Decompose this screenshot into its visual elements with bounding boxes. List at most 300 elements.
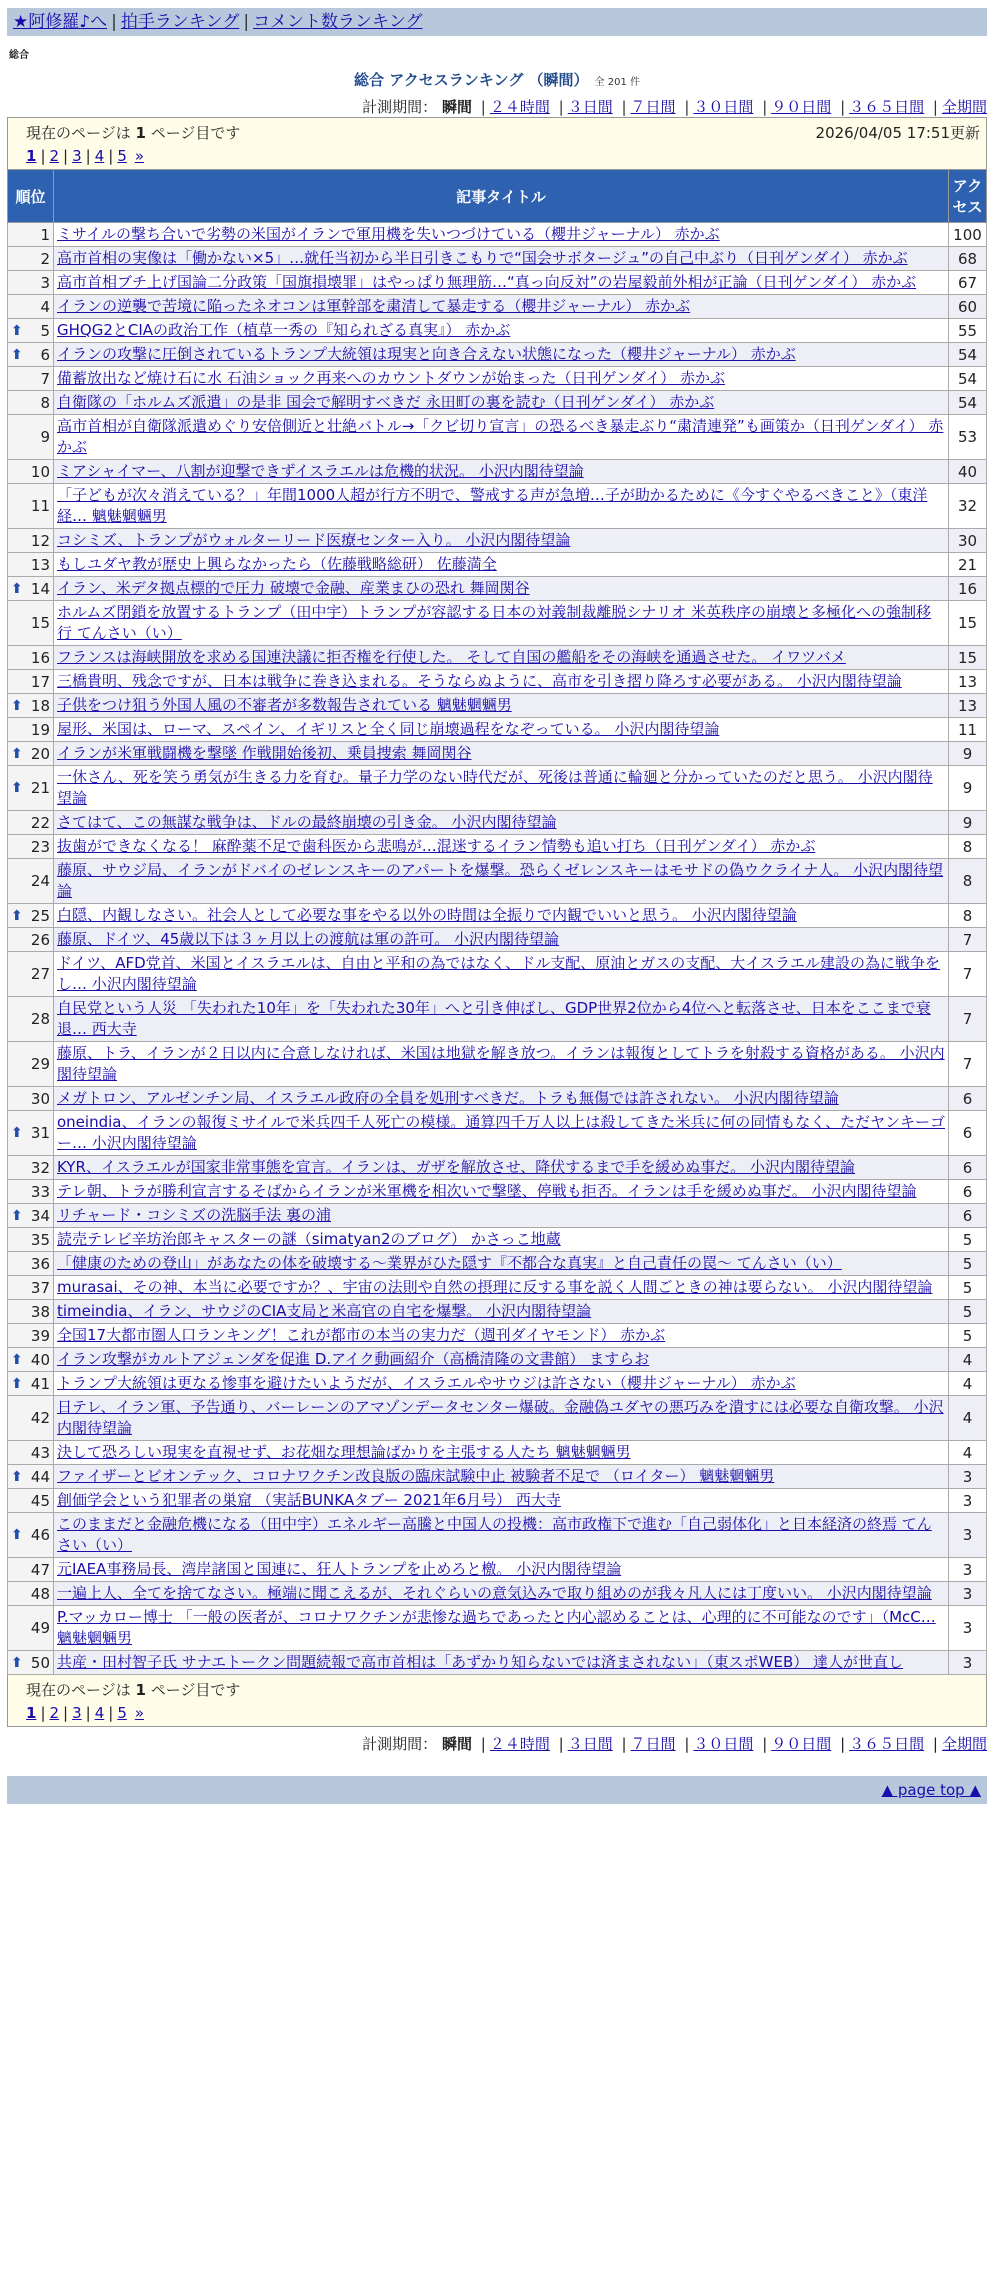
- title-cell: [54, 997, 949, 1042]
- category-label: 総合: [9, 50, 29, 61]
- article-link[interactable]: 決して恐ろしい現実を直視せず、お花畑な理想論ばかりを主張する人たち 魑魅魍魎男: [57, 1443, 631, 1461]
- article-link[interactable]: テレ朝、トラが勝利宣言するそばからイランが米軍機を相次いで撃墜、停戦も拒否。イランは手を緩めぬ事だ。 小沢内閣待望論: [57, 1182, 917, 1200]
- access-count: 54: [948, 367, 986, 391]
- rank-number: 40: [30, 1350, 50, 1369]
- article-link[interactable]: 自衛隊の「ホルムズ派遣」の是非 国会で解明すべきだ 永田町の裏を読む（日刊ゲンダイ） 赤かぶ: [57, 393, 715, 411]
- rank-cell: [8, 904, 54, 928]
- table-row: [8, 859, 987, 904]
- title-cell: [54, 601, 949, 646]
- title-cell: [54, 1606, 949, 1651]
- title-cell: [54, 1651, 949, 1675]
- title-cell: [54, 1489, 949, 1513]
- ranking-table: [7, 117, 987, 1727]
- access-count: 8: [948, 859, 986, 904]
- article-link[interactable]: 白隠、内観しなさい。社会人として必要な事をやる以外の時間は全振りで内観でいいと思う。 小沢内閣待望論: [57, 906, 797, 924]
- page-links-bottom: 1 | 2 | 3 | 4 | 5 »: [26, 1704, 145, 1722]
- table-row: [8, 835, 987, 859]
- rank-cell: [8, 694, 54, 718]
- page-link-1[interactable]: 1: [26, 147, 37, 165]
- rank-number: 11: [30, 497, 50, 515]
- article-link[interactable]: フランスは海峡開放を求める国連決議に拒否権を行使した。 そして自国の艦船をその海峡を通過させた。 イワツバメ: [57, 648, 846, 666]
- access-count: 6: [948, 1180, 986, 1204]
- rank-cell: [8, 1324, 54, 1348]
- article-link[interactable]: 全国17大都市圏人口ランキング！これが都市の本当の実力だ（週刊ダイヤモンド） 赤かぶ: [57, 1326, 666, 1344]
- rank-number: 2: [40, 249, 50, 268]
- table-row: [8, 1558, 987, 1582]
- table-row: [8, 415, 987, 460]
- title-cell: [54, 1228, 949, 1252]
- article-link[interactable]: ファイザーとビオンテック、コロナワクチン改良版の臨床試験中止 被験者不足で （ロイター） 魑魅魍魎男: [57, 1467, 775, 1485]
- article-link[interactable]: 子供をつけ狙う外国人風の不審者が多数報告されている 魑魅魍魎男: [57, 696, 512, 714]
- rank-cell: [8, 247, 54, 271]
- rank-up-arrow-icon: ⬆: [11, 1375, 23, 1392]
- page-link-5-bottom[interactable]: 5: [117, 1704, 127, 1722]
- rank-number: 3: [40, 273, 50, 292]
- table-header-row: [8, 170, 987, 223]
- rank-number: 50: [30, 1653, 50, 1672]
- title-cell: [54, 1300, 949, 1324]
- period-link-90d-bottom[interactable]: ９０日間: [771, 1735, 832, 1753]
- access-count: 3: [948, 1489, 986, 1513]
- access-count: 30: [948, 529, 986, 553]
- rank-cell: [8, 742, 54, 766]
- table-row: [8, 1441, 987, 1465]
- title-cell: [54, 247, 949, 271]
- access-count: 67: [948, 271, 986, 295]
- title-cell: [54, 670, 949, 694]
- rank-up-arrow-icon: ⬆: [11, 1527, 23, 1543]
- ranking-rows: [8, 223, 987, 1675]
- title-cell: [54, 1087, 949, 1111]
- table-row: [8, 904, 987, 928]
- article-link[interactable]: イランの逆襲で苦境に陥ったネオコンは軍幹部を粛清して暴走する（櫻井ジャーナル） 赤かぶ: [57, 297, 691, 315]
- article-link[interactable]: コシミズ、トランプがウォルターリード医療センター入り。 小沢内閣待望論: [57, 531, 571, 549]
- period-current: 瞬間: [441, 98, 472, 116]
- rank-number: 9: [40, 428, 50, 446]
- table-row: [8, 1042, 987, 1087]
- title-cell: [54, 1513, 949, 1558]
- rank-cell: [8, 1204, 54, 1228]
- access-count: 9: [948, 811, 986, 835]
- rank-cell: [8, 1042, 54, 1087]
- article-link[interactable]: oneindia、イランの報復ミサイルで米兵四千人死亡の模様。通算四千万人以上は殺してきた米兵に何の同情もなく、ただヤンキーゴー… 小沢内閣待望論: [57, 1113, 945, 1152]
- access-count: 54: [948, 391, 986, 415]
- period-link-3d-bottom[interactable]: ３日間: [567, 1735, 613, 1753]
- article-link[interactable]: 一遍上人、全てを捨てなさい。極端に聞こえるが、それぐらいの意気込みで取り組めのが我々凡人には丁度いい。 小沢内閣待望論: [57, 1584, 932, 1602]
- article-link[interactable]: 元IAEA事務局長、湾岸諸国と国連に、狂人トランプを止めろと檄。 小沢内閣待望論: [57, 1560, 622, 1578]
- access-count: 21: [948, 553, 986, 577]
- rank-number: 33: [30, 1182, 50, 1201]
- rank-number: 13: [30, 555, 50, 574]
- rank-up-arrow-icon: ⬆: [11, 745, 23, 762]
- title-cell: [54, 223, 949, 247]
- period-label: 計測期間：: [362, 98, 438, 116]
- table-row: [8, 766, 987, 811]
- rank-up-arrow-icon: ⬆: [11, 780, 23, 796]
- title-cell: [54, 295, 949, 319]
- pager-bottom: [8, 1675, 987, 1727]
- table-row: [8, 1252, 987, 1276]
- period-link-all-bottom[interactable]: 全期間: [941, 1735, 987, 1753]
- title-cell: [54, 1042, 949, 1087]
- article-link[interactable]: トランプ大統領は更なる惨事を避けたいようだが、イスラエルやサウジは許さない（櫻井ジャーナル） 赤かぶ: [57, 1374, 796, 1392]
- article-link[interactable]: 高市首相が自衛隊派遣めぐり安倍側近と壮絶バトル→「クビ切り宣言」の恐るべき暴走ぶり“粛清連発”も画策か（日刊ゲンダイ） 赤かぶ: [57, 417, 944, 456]
- period-selector-bottom: 計測期間： 瞬間 | ２４時間 | ３日間 | ７日間 | ３０日間 | ９０日間 | ３６５日間 | 全期間: [362, 1735, 987, 1753]
- rank-cell: [8, 1300, 54, 1324]
- table-row: [8, 295, 987, 319]
- rank-number: 25: [30, 906, 50, 925]
- rank-up-arrow-icon: ⬆: [11, 346, 23, 363]
- rank-number: 43: [30, 1443, 50, 1462]
- article-link[interactable]: ミサイルの撃ち合いで劣勢の米国がイランで軍用機を失いつづけている（櫻井ジャーナル） 赤かぶ: [57, 225, 720, 243]
- table-row: [8, 1465, 987, 1489]
- article-link[interactable]: ドイツ、AFD党首、米国とイスラエルは、自由と平和の為ではなく、ドル支配、原油とガスの支配、大イスラエル建設の為に戦争をし… 小沢内閣待望論: [57, 954, 941, 993]
- access-count: 7: [948, 997, 986, 1042]
- title-cell: [54, 460, 949, 484]
- access-count: 3: [948, 1606, 986, 1651]
- article-link[interactable]: イラン、米デタ拠点標的で圧力 破壊で金融、産業まひの恐れ 舞岡関谷: [57, 579, 530, 597]
- access-count: 6: [948, 1111, 986, 1156]
- table-row: [8, 1204, 987, 1228]
- title-cell: [54, 835, 949, 859]
- rank-number: 41: [30, 1374, 50, 1393]
- updated-time: 2026/04/05 17:51更新: [815, 124, 980, 142]
- rank-number: 17: [30, 672, 50, 691]
- article-link[interactable]: 高市首相の実像は「働かない×5」…就任当初から半日引きこもりで“国会サボタージュ”の自己中ぶり（日刊ゲンダイ） 赤かぶ: [57, 249, 908, 267]
- page-link-2-bottom[interactable]: 2: [49, 1704, 60, 1722]
- article-link[interactable]: P.マッカロー博士 「一般の医者が、コロナワクチンが悲惨な過ちであったと内心認めることは、心理的に不可能なのです」（McC… 魑魅魍魎男: [57, 1608, 936, 1647]
- table-row: [8, 553, 987, 577]
- rank-number: 47: [30, 1560, 50, 1579]
- page-link-3[interactable]: 3: [72, 147, 82, 165]
- page-link-4[interactable]: 4: [94, 147, 105, 165]
- article-link[interactable]: 屋形、米国は、ローマ、スペイン、イギリスと全く同じ崩壊過程をなぞっている。 小沢内閣待望論: [57, 720, 720, 738]
- rank-cell: [8, 1465, 54, 1489]
- access-count: 5: [948, 1300, 986, 1324]
- table-row: [8, 1276, 987, 1300]
- table-row: [8, 1651, 987, 1675]
- access-count: 6: [948, 1156, 986, 1180]
- period-link-90d[interactable]: ９０日間: [771, 98, 832, 116]
- rank-number: 22: [30, 813, 50, 832]
- access-count: 60: [948, 295, 986, 319]
- title-cell: [54, 1111, 949, 1156]
- rank-cell: [8, 1252, 54, 1276]
- article-link[interactable]: ミアシャイマー、八割が迎撃できずイスラエルは危機的状況。 小沢内閣待望論: [57, 462, 584, 480]
- title-cell: [54, 271, 949, 295]
- access-count: 54: [948, 343, 986, 367]
- rank-cell: [8, 295, 54, 319]
- page-link-next-bottom[interactable]: »: [134, 1704, 145, 1722]
- title-cell: [54, 646, 949, 670]
- rank-cell: [8, 811, 54, 835]
- access-count: 6: [948, 1087, 986, 1111]
- title-cell: [54, 766, 949, 811]
- table-row: [8, 1606, 987, 1651]
- article-link[interactable]: 藤原、サウジ局、イランがドバイのゼレンスキーのアパートを爆撃。恐らくゼレンスキーはモサドの偽ウクライナ人。 小沢内閣待望論: [57, 861, 944, 900]
- title-cell: [54, 694, 949, 718]
- article-link[interactable]: 一休さん、死を笑う勇気が生きる力を育む。量子力学のない時代だが、死後は普通に輪廻と分かっていたのだと思う。 小沢内閣待望論: [57, 768, 933, 807]
- period-link-30d[interactable]: ３０日間: [693, 98, 754, 116]
- access-count: 4: [948, 1396, 986, 1441]
- rank-cell: [8, 601, 54, 646]
- rank-number: 39: [30, 1326, 50, 1345]
- article-link[interactable]: 高市首相ブチ上げ国論二分政策「国旗損壊罪」はやっぱり無理筋…“真っ向反対”の岩屋毅前外相が正論（日刊ゲンダイ） 赤かぶ: [57, 273, 917, 291]
- rank-number: 4: [40, 297, 50, 316]
- title-cell: [54, 1396, 949, 1441]
- rank-number: 24: [30, 872, 50, 890]
- rank-number: 45: [30, 1491, 50, 1510]
- period-link-7d[interactable]: ７日間: [630, 98, 676, 116]
- table-row: [8, 718, 987, 742]
- article-link[interactable]: このままだと金融危機になる（田中宇）エネルギー高騰と中国人の投機：高市政権下で進む「自己弱体化」と日本経済の終焉 てんさい（い）: [57, 1515, 932, 1554]
- rank-number: 23: [30, 837, 50, 856]
- title-cell: [54, 415, 949, 460]
- title-cell: [54, 1372, 949, 1396]
- access-count: 3: [948, 1651, 986, 1675]
- access-count: 5: [948, 1252, 986, 1276]
- rank-number: 32: [30, 1158, 50, 1177]
- rank-number: 12: [30, 531, 50, 550]
- article-link[interactable]: 日テレ、イラン軍、予告通り、バーレーンのアマゾンデータセンター爆破。金融偽ユダヤの悪巧みを潰すには必要な自衛攻撃。 小沢内閣待望論: [57, 1398, 944, 1437]
- article-link[interactable]: イランが米軍戦闘機を撃墜 作戦開始後初、乗員捜索 舞岡関谷: [57, 744, 472, 762]
- access-count: 8: [948, 835, 986, 859]
- rank-number: 37: [30, 1278, 50, 1297]
- table-row: [8, 742, 987, 766]
- article-link[interactable]: イランの攻撃に圧倒されているトランプ大統領は現実と向き合えない状態になった（櫻井ジャーナル） 赤かぶ: [57, 345, 796, 363]
- period-link-30d-bottom[interactable]: ３０日間: [693, 1735, 754, 1753]
- rank-number: 42: [30, 1409, 50, 1427]
- current-page-info-bottom: 現在のページは 1 ページ目です: [26, 1681, 241, 1699]
- title-cell: [54, 319, 949, 343]
- title-cell: [54, 1252, 949, 1276]
- title-cell: [54, 1441, 949, 1465]
- nav-link-comment-ranking[interactable]: コメント数ランキング: [253, 12, 423, 32]
- access-count: 5: [948, 1276, 986, 1300]
- period-link-365d-bottom[interactable]: ３６５日間: [849, 1735, 925, 1753]
- rank-number: 48: [30, 1584, 50, 1603]
- table-row: [8, 1111, 987, 1156]
- article-link[interactable]: ホルムズ閉鎖を放置するトランプ（田中宇）トランプが容認する日本の対義制裁離脱シナリオ 米英秩序の崩壊と多極化への強制移行 てんさい（い）: [57, 603, 932, 642]
- table-row: [8, 484, 987, 529]
- article-link[interactable]: 藤原、トラ、イランが２日以内に合意しなければ、米国は地獄を解き放つ。イランは報復としてトラを射殺する資格がある。 小沢内閣待望論: [57, 1044, 945, 1083]
- table-row: [8, 694, 987, 718]
- article-link[interactable]: 共産・田村智子氏 サナエトークン問題続報で高市首相は「あずかり知らないでは済まされない」（東スポWEB） 達人が世直し: [57, 1653, 904, 1671]
- article-link[interactable]: 藤原、ドイツ、45歳以下は３ヶ月以上の渡航は軍の許可。 小沢内閣待望論: [57, 930, 560, 948]
- page-top-link[interactable]: ▲ page top ▲: [881, 1781, 981, 1799]
- article-link[interactable]: 三橋貴明、残念ですが、日本は戦争に巻き込まれる。そうならぬように、高市を引き摺り降ろす必要がある。 小沢内閣待望論: [57, 672, 902, 690]
- rank-cell: [8, 1276, 54, 1300]
- period-link-24h-bottom[interactable]: ２４時間: [489, 1735, 550, 1753]
- rank-cell: [8, 271, 54, 295]
- rank-cell: [8, 484, 54, 529]
- title-cell: [54, 484, 949, 529]
- rank-cell: [8, 1348, 54, 1372]
- period-link-365d[interactable]: ３６５日間: [849, 98, 925, 116]
- title-cell: [54, 529, 949, 553]
- article-link[interactable]: イラン攻撃がカルトアジェンダを促進 D.アイク動画紹介（高橋清隆の文書館） ますらお: [57, 1350, 650, 1368]
- title-cell: [54, 1324, 949, 1348]
- access-count: 3: [948, 1582, 986, 1606]
- rank-number: 31: [30, 1124, 50, 1142]
- title-cell: [54, 1180, 949, 1204]
- header-title: 記事タイトル: [54, 170, 949, 223]
- table-row: [8, 1348, 987, 1372]
- rank-cell: [8, 997, 54, 1042]
- rank-cell: [8, 646, 54, 670]
- rank-cell: [8, 1558, 54, 1582]
- access-count: 7: [948, 928, 986, 952]
- rank-number: 6: [40, 345, 50, 364]
- rank-cell: [8, 1111, 54, 1156]
- article-link[interactable]: timeindia、イラン、サウジのCIA支局と米高官の自宅を爆撃。 小沢内閣待望論: [57, 1302, 592, 1320]
- title-cell: [54, 952, 949, 997]
- access-count: 4: [948, 1441, 986, 1465]
- access-count: 15: [948, 601, 986, 646]
- access-count: 5: [948, 1228, 986, 1252]
- rank-cell: [8, 718, 54, 742]
- table-row: [8, 1582, 987, 1606]
- rank-number: 38: [30, 1302, 50, 1321]
- article-link[interactable]: KYR、イスラエルが国家非常事態を宣言。イランは、ガザを解放させ、降伏するまで手を緩めぬ事だ。 小沢内閣待望論: [57, 1158, 856, 1176]
- article-link[interactable]: 自民党という人災 「失われた10年」を「失われた30年」へと引き伸ばし、GDP世界2位から4位へと転落させ、日本をここまで衰退… 西大寺: [57, 999, 931, 1038]
- rank-cell: [8, 766, 54, 811]
- rank-number: 15: [30, 614, 50, 632]
- title-cell: [54, 1156, 949, 1180]
- access-count: 3: [948, 1465, 986, 1489]
- rank-up-arrow-icon: ⬆: [11, 1654, 23, 1671]
- rank-number: 49: [30, 1619, 50, 1637]
- article-link[interactable]: 「子どもが次々消えている？」年間1000人超が行方不明で、警戒する声が急増…子が助かるために《今すぐやるべきこと》（東洋経… 魑魅魍魎男: [57, 486, 928, 525]
- table-row: [8, 391, 987, 415]
- title-cell: [54, 928, 949, 952]
- rank-number: 27: [30, 965, 50, 983]
- access-count: 13: [948, 670, 986, 694]
- period-link-7d-bottom[interactable]: ７日間: [630, 1735, 676, 1753]
- period-link-24h[interactable]: ２４時間: [489, 98, 550, 116]
- page-link-2[interactable]: 2: [49, 147, 60, 165]
- page-link-4-bottom[interactable]: 4: [94, 1704, 105, 1722]
- period-link-all[interactable]: 全期間: [941, 98, 987, 116]
- article-link[interactable]: さてはて、この無謀な戦争は、ドルの最終崩壊の引き金。 小沢内閣待望論: [57, 813, 557, 831]
- period-link-3d[interactable]: ３日間: [567, 98, 613, 116]
- table-row: [8, 997, 987, 1042]
- rank-cell: [8, 1372, 54, 1396]
- rank-cell: [8, 670, 54, 694]
- page-link-5[interactable]: 5: [117, 147, 127, 165]
- rank-cell: [8, 460, 54, 484]
- access-count: 13: [948, 694, 986, 718]
- rank-cell: [8, 1489, 54, 1513]
- rank-number: 8: [40, 393, 50, 412]
- access-count: 7: [948, 952, 986, 997]
- rank-up-arrow-icon: ⬆: [11, 697, 23, 714]
- rank-number: 10: [30, 462, 50, 481]
- table-row: [8, 1324, 987, 1348]
- current-page-info: 現在のページは 1 ページ目です: [26, 124, 241, 142]
- article-link[interactable]: 抜歯ができなくなる！ 麻酔薬不足で歯科医から悲鳴が…混迷するイラン情勢も追い打ち（日刊ゲンダイ） 赤かぶ: [57, 837, 816, 855]
- rank-cell: [8, 343, 54, 367]
- access-count: 55: [948, 319, 986, 343]
- table-row: [8, 601, 987, 646]
- rank-number: 5: [40, 321, 50, 340]
- pager-top: [8, 118, 987, 170]
- article-link[interactable]: murasai、その神、本当に必要ですか？、宇宙の法則や自然の摂理に反する事を説く人間ごときの神は要らない。 小沢内閣待望論: [57, 1278, 933, 1296]
- rank-number: 28: [30, 1010, 50, 1028]
- ranking-heading: 総合 アクセスランキング （瞬間）: [354, 71, 589, 89]
- article-link[interactable]: もしユダヤ教が歴史上興らなかったら（佐藤戦略総研） 佐藤満全: [57, 555, 497, 573]
- rank-number: 35: [30, 1230, 50, 1249]
- total-count: 全 201 件: [594, 77, 640, 88]
- rank-cell: [8, 952, 54, 997]
- access-count: 4: [948, 1372, 986, 1396]
- table-row: [8, 952, 987, 997]
- rank-up-arrow-icon: ⬆: [11, 1468, 23, 1485]
- rank-cell: [8, 391, 54, 415]
- page-links: 1 | 2 | 3 | 4 | 5 »: [26, 147, 145, 165]
- rank-number: 19: [30, 720, 50, 739]
- article-link[interactable]: リチャード・コシミズの洗脳手法 裏の浦: [57, 1206, 332, 1224]
- access-count: 16: [948, 577, 986, 601]
- page-link-1-bottom[interactable]: 1: [26, 1704, 37, 1722]
- title-cell: [54, 718, 949, 742]
- top-nav-bar: ★阿修羅♪へ | 拍手ランキング | コメント数ランキング: [7, 8, 987, 36]
- title-cell: [54, 391, 949, 415]
- table-row: [8, 247, 987, 271]
- nav-link-clap-ranking[interactable]: 拍手ランキング: [120, 12, 240, 32]
- title-cell: [54, 859, 949, 904]
- table-row: [8, 1300, 987, 1324]
- article-link[interactable]: メガトロン、アルゼンチン局、イスラエル政府の全員を処刑すべきだ。トラも無傷では許されない。 小沢内閣待望論: [57, 1089, 839, 1107]
- table-row: [8, 1396, 987, 1441]
- page-link-next[interactable]: »: [134, 147, 145, 165]
- article-link[interactable]: GHQG2とCIAの政治工作（植草一秀の『知られざる真実』） 赤かぶ: [57, 321, 511, 339]
- table-row: [8, 670, 987, 694]
- rank-cell: [8, 577, 54, 601]
- rank-cell: [8, 1228, 54, 1252]
- rank-cell: [8, 835, 54, 859]
- nav-link-home[interactable]: ★阿修羅♪へ: [13, 12, 108, 32]
- rank-up-arrow-icon: ⬆: [11, 322, 23, 339]
- article-link[interactable]: 創価学会という犯罪者の巣窟 （実話BUNKAタブー 2021年6月号） 西大寺: [57, 1491, 561, 1509]
- rank-cell: [8, 1513, 54, 1558]
- table-row: [8, 1372, 987, 1396]
- title-cell: [54, 1276, 949, 1300]
- rank-up-arrow-icon: ⬆: [11, 1125, 23, 1141]
- table-row: [8, 1087, 987, 1111]
- period-selector: 計測期間： 瞬間 | ２４時間 | ３日間 | ７日間 | ３０日間 | ９０日間 | ３６５日間 | 全期間: [362, 98, 987, 116]
- article-link[interactable]: 読売テレビ辛坊治郎キャスターの謎（simatyan2のブログ） かさっこ地蔵: [57, 1230, 561, 1248]
- access-count: 15: [948, 646, 986, 670]
- rank-cell: [8, 1651, 54, 1675]
- article-link[interactable]: 備蓄放出など焼け石に水 石油ショック再来へのカウントダウンが始まった（日刊ゲンダイ） 赤かぶ: [57, 369, 726, 387]
- article-link[interactable]: 「健康のための登山」があなたの体を破壊する〜業界がひた隠す『不都合な真実』と自己責任の罠〜 てんさい（い）: [57, 1254, 842, 1272]
- rank-cell: [8, 1582, 54, 1606]
- page-link-3-bottom[interactable]: 3: [72, 1704, 82, 1722]
- table-row: [8, 577, 987, 601]
- rank-cell: [8, 1441, 54, 1465]
- title-cell: [54, 904, 949, 928]
- table-row: [8, 928, 987, 952]
- title-cell: [54, 367, 949, 391]
- table-row: [8, 271, 987, 295]
- rank-cell: [8, 1180, 54, 1204]
- rank-cell: [8, 859, 54, 904]
- rank-number: 7: [40, 369, 50, 388]
- title-cell: [54, 577, 949, 601]
- rank-cell: [8, 367, 54, 391]
- title-cell: [54, 742, 949, 766]
